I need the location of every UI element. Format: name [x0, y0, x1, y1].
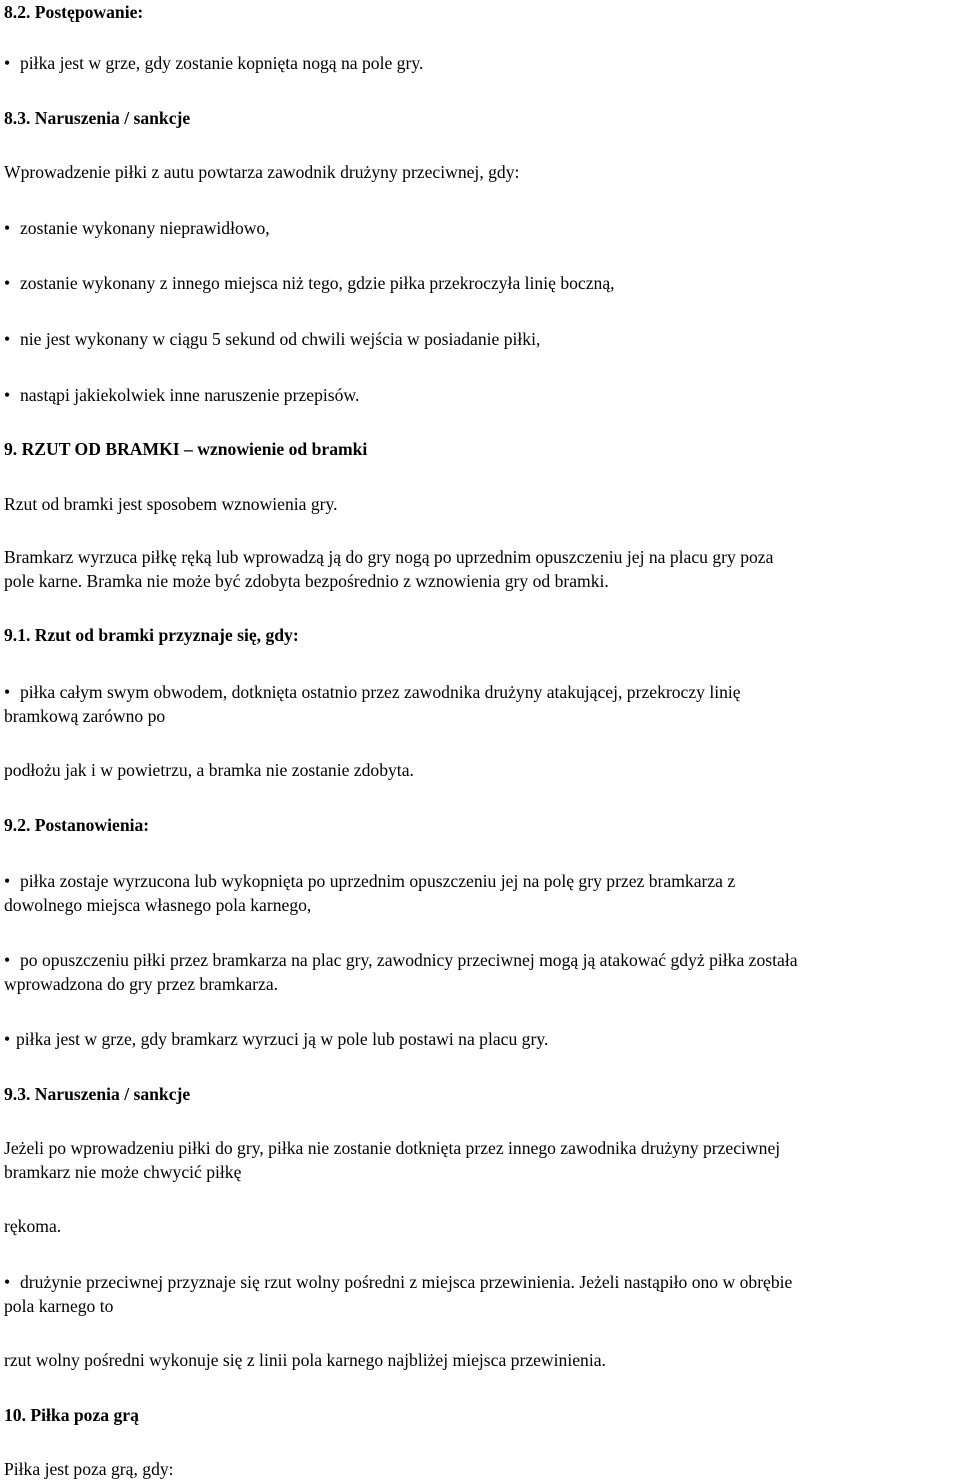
section-9-2-heading: 9.2. Postanowienia: — [4, 815, 150, 835]
section-9-paragraph-2-line-2: pole karne. Bramka nie może być zdobyta bezpośrednio z wznowienia gry od bramki. — [4, 571, 609, 591]
section-9-3-paragraph-line-2: bramkarz nie może chwycić piłkę — [4, 1162, 242, 1182]
section-8-3-intro: Wprowadzenie piłki z autu powtarza zawodnik drużyny przeciwnej, gdy: — [4, 162, 520, 182]
section-8-3-bullet-1 — [4, 216, 270, 240]
bullet-text: piłka zostaje wyrzucona lub wykopnięta po uprzednim opuszczeniu jej na polę gry przez bramkarza z — [20, 871, 736, 891]
section-8-2-bullet-1 — [4, 51, 423, 75]
heading-rest: – wznowienie od bramki — [179, 439, 368, 459]
section-10-heading: 10. Piłka poza grą — [4, 1405, 139, 1425]
section-9-3-paragraph-line-3: rękoma. — [4, 1216, 62, 1236]
bullet-text: zostanie wykonany z innego miejsca niż tego, gdzie piłka przekroczyła linię boczną, — [20, 273, 615, 293]
section-10-intro: Piłka jest poza grą, gdy: — [4, 1459, 174, 1479]
bullet-text: po opuszczeniu piłki przez bramkarza na plac gry, zawodnicy przeciwnej mogą ją atakować gdyż piłka została — [20, 950, 798, 970]
section-9-3-paragraph-line-1: Jeżeli po wprowadzeniu piłki do gry, piłka nie zostanie dotknięta przez innego zawodnika drużyny przeciwnej — [4, 1138, 781, 1158]
bullet-text: nie jest wykonany w ciągu 5 sekund od chwili wejścia w posiadanie piłki, — [20, 329, 541, 349]
section-8-2-heading: 8.2. Postępowanie: — [4, 2, 144, 22]
bullet-text: nastąpi jakiekolwiek inne naruszenie przepisów. — [20, 385, 360, 405]
section-9-paragraph-1: Rzut od bramki jest sposobem wznowienia gry. — [4, 494, 338, 514]
bullet-text: piłka jest w grze, gdy zostanie kopnięta nogą na pole gry. — [20, 53, 424, 73]
bullet-text: zostanie wykonany nieprawidłowo, — [20, 218, 270, 238]
section-9-1-heading: 9.1. Rzut od bramki przyznaje się, gdy: — [4, 625, 299, 645]
section-9-1-bullet-1-line-3: podłożu jak i w powietrzu, a bramka nie zostanie zdobyta. — [4, 760, 414, 780]
heading-main: RZUT OD BRAMKI — [21, 439, 180, 459]
section-9-heading — [4, 437, 367, 461]
section-9-2-bullet-1-line-2: dowolnego miejsca własnego pola karnego, — [4, 895, 312, 915]
section-9-2-bullet-2-line-2: wprowadzona do gry przez bramkarza. — [4, 974, 279, 994]
section-9-2-bullet-3 — [4, 1027, 548, 1051]
section-9-3-bullet-1-line-3: rzut wolny pośredni wykonuje się z linii pola karnego najbliżej miejsca przewinienia. — [4, 1350, 606, 1370]
section-8-3-bullet-4 — [4, 383, 359, 407]
section-9-1-bullet-1-line-2: bramkową zarówno po — [4, 706, 166, 726]
bullet-text: piłka jest w grze, gdy bramkarz wyrzuci ją w pole lub postawi na placu gry. — [16, 1029, 549, 1049]
section-9-3-bullet-1-line-1 — [4, 1270, 792, 1294]
section-9-3-heading: 9.3. Naruszenia / sankcje — [4, 1084, 191, 1104]
section-9-2-bullet-1-line-1 — [4, 869, 735, 893]
section-9-2-bullet-2-line-1 — [4, 948, 798, 972]
section-8-3-bullet-3 — [4, 327, 540, 351]
heading-text: 8.3. Naruszenia / sankcje — [4, 108, 191, 128]
heading-number: 9. — [4, 439, 22, 459]
section-8-3-bullet-2 — [4, 271, 615, 295]
section-9-3-bullet-1-line-2: pola karnego to — [4, 1296, 114, 1316]
section-9-1-bullet-1-line-1 — [4, 680, 741, 704]
section-9-paragraph-2-line-1: Bramkarz wyrzuca piłkę ręką lub wprowadzą ją do gry nogą po uprzednim opuszczeniu jej na placu gry poza — [4, 547, 774, 567]
bullet-text: piłka całym swym obwodem, dotknięta ostatnio przez zawodnika drużyny atakującej, przekroczy linię — [20, 682, 741, 702]
bullet-text: drużynie przeciwnej przyznaje się rzut wolny pośredni z miejsca przewinienia. Jeżeli nastąpiło ono w obrębie — [20, 1272, 793, 1292]
section-8-3-heading — [4, 106, 190, 130]
